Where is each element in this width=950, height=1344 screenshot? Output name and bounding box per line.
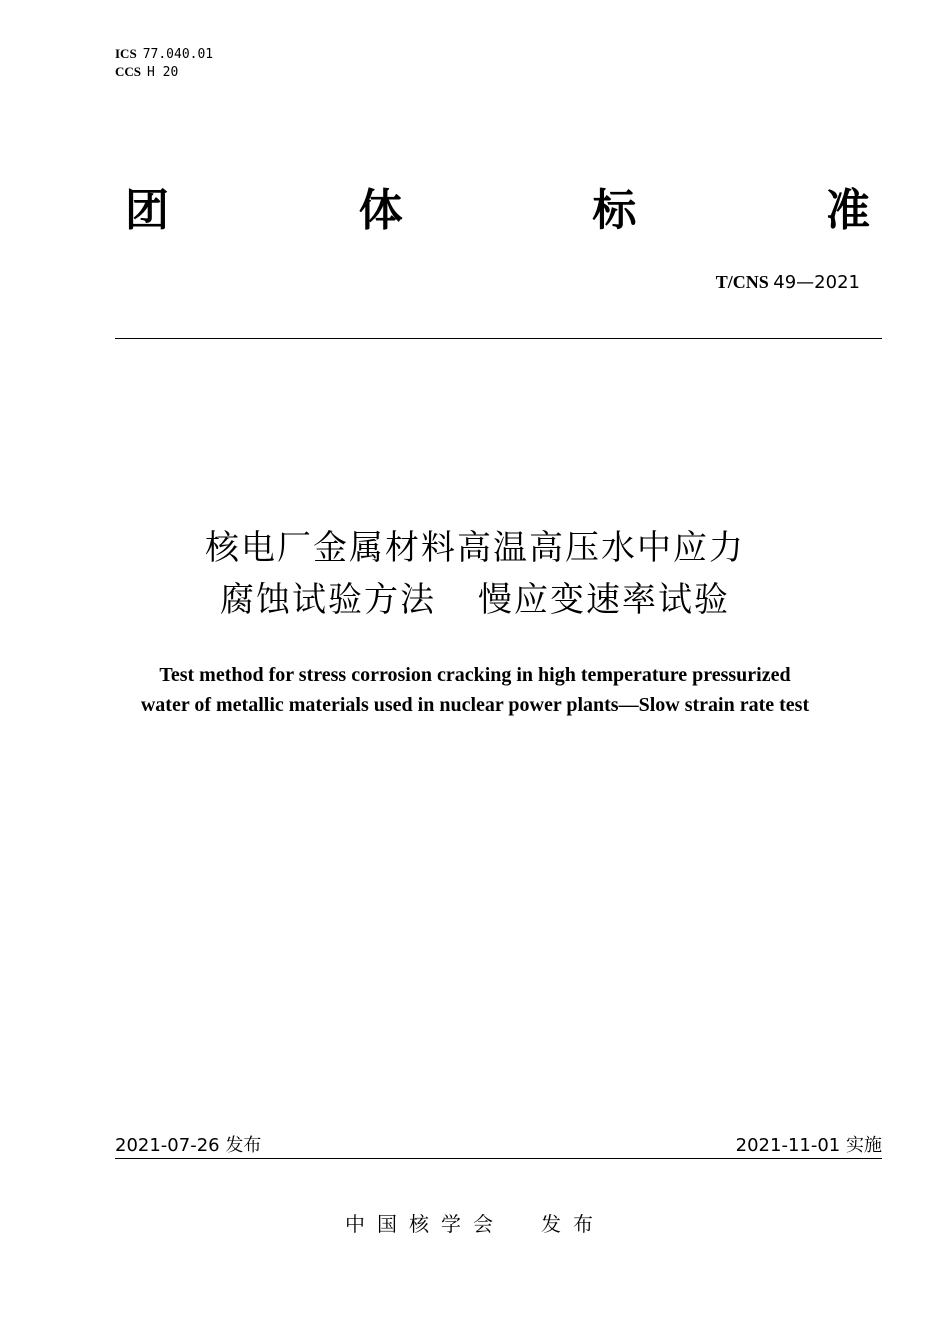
implement-date: 2021-11-01 实施 bbox=[735, 1135, 882, 1156]
top-divider bbox=[115, 338, 882, 339]
publish-date: 2021-07-26 发布 bbox=[115, 1135, 262, 1156]
standard-number bbox=[716, 272, 860, 293]
standard-type-char: 团 bbox=[125, 185, 169, 236]
publisher bbox=[0, 1208, 950, 1237]
ics-code: 77.040.01 bbox=[142, 47, 214, 62]
standard-type-char: 体 bbox=[358, 185, 403, 236]
chinese-title-line2 bbox=[0, 574, 950, 626]
standard-type-heading bbox=[125, 186, 870, 236]
english-title-line2: water of metallic materials used in nuclear power plants—Slow strain rate test bbox=[140, 694, 810, 716]
publisher-action: 发布 bbox=[541, 1212, 605, 1236]
chinese-title-line2-part1: 腐蚀试验方法 bbox=[220, 580, 436, 620]
publisher-organization: 中国核学会 bbox=[345, 1212, 505, 1236]
chinese-title bbox=[0, 522, 950, 626]
ccs-label: CCS bbox=[115, 64, 142, 79]
standard-number-prefix: T/CNS bbox=[715, 272, 769, 292]
ics-label: ICS bbox=[115, 46, 137, 61]
english-title-line1: Test method for stress corrosion cracking in high temperature pressurized bbox=[159, 664, 791, 686]
bottom-divider bbox=[115, 1158, 882, 1159]
chinese-title-line2-part2: 慢应变速率试验 bbox=[478, 580, 730, 620]
standard-number-value: 49—2021 bbox=[773, 272, 860, 293]
ccs-line bbox=[115, 63, 213, 81]
standard-type-char: 标 bbox=[592, 185, 637, 236]
chinese-title-line1: 核电厂金属材料高温高压水中应力 bbox=[205, 528, 745, 568]
ics-line bbox=[115, 45, 213, 63]
english-title bbox=[0, 660, 950, 720]
ccs-code: H 20 bbox=[147, 65, 179, 80]
classification-codes bbox=[115, 45, 213, 81]
standard-type-char: 准 bbox=[825, 185, 870, 236]
